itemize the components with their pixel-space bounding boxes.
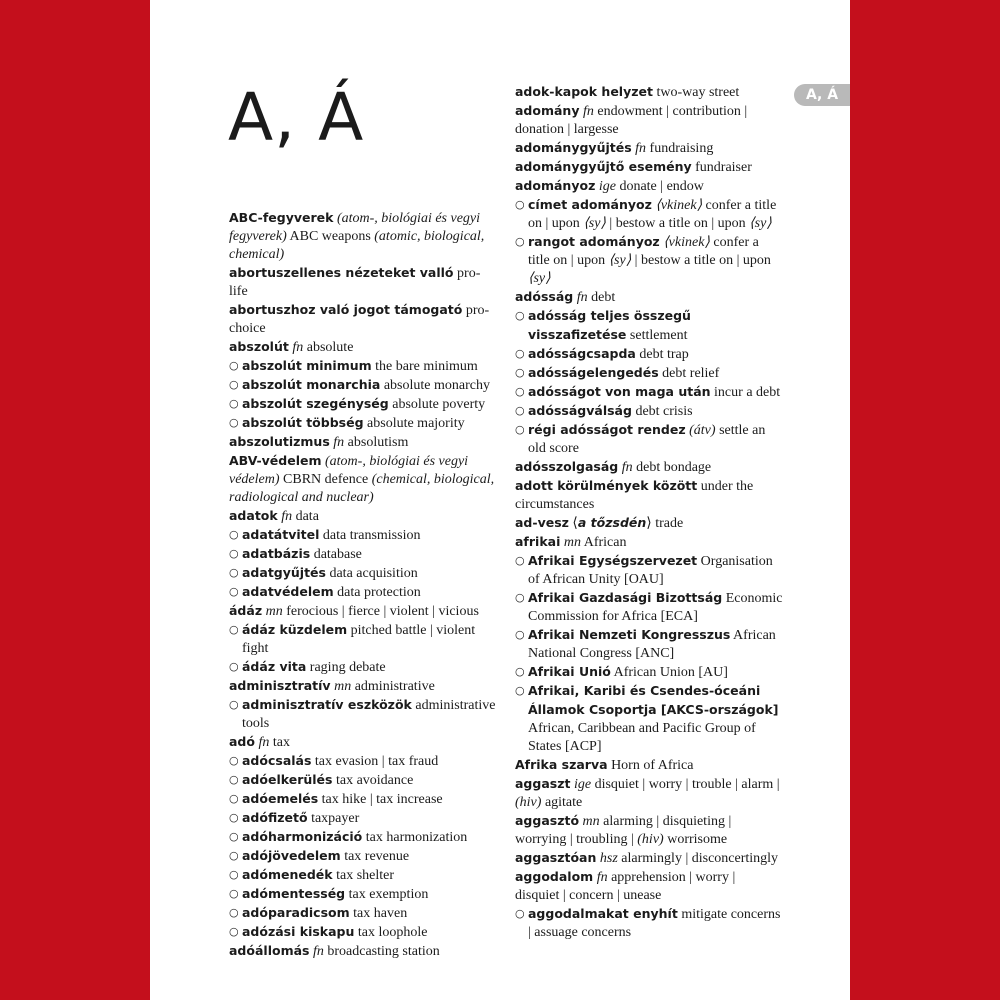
translation: agitate (541, 795, 583, 810)
headword: ABV-védelem (229, 453, 322, 468)
headword: Afrikai Gazdasági Bizottság (528, 590, 723, 605)
translation: | bestow a title on | upon (605, 216, 750, 231)
grammar-label: mn (560, 535, 581, 550)
grammar-label: fn (573, 290, 588, 305)
dictionary-entry (229, 602, 497, 621)
subentry (515, 345, 783, 364)
subentry (515, 663, 783, 682)
headword: ádáz vita (242, 659, 307, 674)
headword: abszolút monarchia (242, 377, 381, 392)
headword: adatbázis (242, 546, 311, 561)
grammar-label: mn (330, 679, 352, 694)
headword: abszolút (229, 339, 289, 354)
translation: ABC weapons (286, 229, 375, 244)
translation: tax revenue (340, 849, 410, 864)
headword: abszolút szegénység (242, 396, 389, 411)
subentry (515, 233, 783, 288)
translation: tax exemption (345, 887, 429, 902)
headword: címet adományoz (528, 197, 652, 212)
translation: tax harmonization (362, 830, 468, 845)
dictionary-entry (229, 301, 497, 338)
grammar-label: ⟨sy⟩ (749, 216, 772, 231)
subentry (229, 752, 497, 771)
headword: adóállomás (229, 943, 310, 958)
subentry (229, 545, 497, 564)
subentry (229, 866, 497, 885)
headword: aggodalom (515, 869, 594, 884)
headword: adatátvitel (242, 527, 320, 542)
headword: adománygyűjtő esemény (515, 159, 692, 174)
translation: disquiet | worry | trouble | alarm | (591, 777, 780, 792)
translation: Organisation of African Unity [OAU] (528, 554, 773, 587)
dictionary-entry (515, 514, 783, 533)
headword: adósságot von maga után (528, 384, 711, 399)
dictionary-entry (515, 756, 783, 775)
translation: pitched battle | violent fight (242, 623, 476, 656)
grammar-label: (hiv) (515, 795, 542, 810)
dictionary-entry (515, 868, 783, 905)
grammar-label: ⟨sy⟩ (608, 253, 632, 268)
headword: adok-kapok helyzet (515, 84, 653, 99)
headword: abszolút többség (242, 415, 364, 430)
subentry (229, 771, 497, 790)
grammar-label: (hiv) (637, 832, 664, 847)
headword: ádáz (229, 603, 263, 618)
translation: absolute (303, 340, 354, 355)
translation: apprehension | worry | disquiet | concern | unease (515, 870, 736, 903)
subentry (515, 364, 783, 383)
translation: fundraiser (691, 160, 752, 175)
dictionary-entry (515, 102, 783, 139)
dictionary-entry (229, 452, 497, 507)
headword: adósság (515, 289, 574, 304)
translation: pro-life (229, 266, 481, 299)
subentry (229, 809, 497, 828)
subentry (229, 376, 497, 395)
translation: two-way street (652, 85, 740, 100)
section-letter-heading: A, Á (228, 79, 365, 156)
headword: Afrika szarva (515, 757, 608, 772)
dictionary-entry (229, 942, 497, 961)
grammar-label: mn (579, 814, 600, 829)
headword: adómenedék (242, 867, 333, 882)
subentry (229, 621, 497, 658)
headword: adatok (229, 508, 278, 523)
headword: adózási kiskapu (242, 924, 355, 939)
grammar-label: (atomic, biological, chemical) (229, 229, 485, 262)
headword: adománygyűjtés (515, 140, 632, 155)
translation: tax hike | tax increase (318, 792, 443, 807)
translation: Horn of Africa (607, 758, 694, 773)
translation: broadcasting station (323, 944, 440, 959)
subentry (515, 383, 783, 402)
subentry (229, 696, 497, 733)
translation: debt trap (635, 347, 689, 362)
subentry (229, 885, 497, 904)
translation: debt bondage (632, 460, 712, 475)
subentry (229, 828, 497, 847)
dictionary-entry (229, 209, 497, 264)
grammar-label: fn (579, 104, 594, 119)
grammar-label: (átv) (685, 423, 716, 438)
translation: settlement (626, 328, 688, 343)
translation: ⟩ trade (646, 516, 684, 531)
translation: tax shelter (332, 868, 395, 883)
headword: Afrikai Egységszervezet (528, 553, 698, 568)
headword: rangot adományoz (528, 234, 660, 249)
headword: abortuszhoz való jogot támogató (229, 302, 463, 317)
translation: data transmission (319, 528, 421, 543)
subentry (229, 790, 497, 809)
left-column (229, 209, 497, 961)
headword: adósságcsapda (528, 346, 636, 361)
subentry (515, 552, 783, 589)
translation: raging debate (306, 660, 386, 675)
translation: pro-choice (229, 303, 490, 336)
translation: endowment | contribution | donation | largesse (515, 104, 748, 137)
translation: tax (269, 735, 290, 750)
translation: mitigate concerns | assuage concerns (528, 907, 781, 940)
translation: administrative (351, 679, 435, 694)
subentry (229, 923, 497, 942)
translation: alarmingly | disconcertingly (617, 851, 779, 866)
dictionary-entry (515, 139, 783, 158)
headword: adott körülmények között (515, 478, 698, 493)
dictionary-entry (515, 458, 783, 477)
grammar-label: ige (570, 777, 592, 792)
thumb-index-tab[interactable]: A, Á (794, 84, 850, 106)
headword: adójövedelem (242, 848, 341, 863)
subentry (229, 658, 497, 677)
grammar-label: (atom-, biológiai és vegyi fegyverek) (229, 211, 481, 244)
translation: Economic Commission for Africa [ECA] (528, 591, 783, 624)
subentry (515, 905, 783, 942)
headword: aggasztóan (515, 850, 597, 865)
dictionary-entry (229, 264, 497, 301)
dictionary-entry (515, 288, 783, 307)
grammar-label: ⟨vkinek⟩ (651, 198, 703, 213)
dictionary-entry (229, 733, 497, 752)
headword: adatvédelem (242, 584, 334, 599)
translation: database (310, 547, 362, 562)
grammar-label: ⟨sy⟩ (528, 271, 551, 286)
headword: adómentesség (242, 886, 346, 901)
grammar-label: fn (277, 509, 293, 524)
translation: tax evasion | tax fraud (311, 754, 439, 769)
headword: adóparadicsom (242, 905, 350, 920)
subentry (229, 414, 497, 433)
headword: abortuszellenes nézeteket valló (229, 265, 454, 280)
translation: | bestow a title on | upon (631, 253, 771, 268)
headword: adósságelengedés (528, 365, 659, 380)
headword: adósságválság (528, 403, 632, 418)
headword: adóemelés (242, 791, 319, 806)
translation: tax haven (349, 906, 408, 921)
headword: adóelkerülés (242, 772, 333, 787)
translation: African Union [AU] (610, 665, 728, 680)
headword: régi adósságot rendez (528, 422, 686, 437)
grammar-label: fn (593, 870, 608, 885)
grammar-label: fn (631, 141, 647, 156)
translation: taxpayer (307, 811, 360, 826)
translation: absolute poverty (388, 397, 486, 412)
headword: afrikai (515, 534, 561, 549)
subentry (229, 583, 497, 602)
headword: Afrikai Unió (528, 664, 611, 679)
headword: Afrikai, Karibi és Csendes-óceáni Államok Csoportja [AKCS-országok] (528, 683, 779, 717)
translation: ferocious | fierce | violent | vicious (282, 604, 479, 619)
dictionary-entry (515, 533, 783, 552)
subentry (515, 402, 783, 421)
dictionary-entry (515, 775, 783, 812)
grammar-label: fn (618, 460, 633, 475)
translation: confer a title on | upon (528, 198, 777, 231)
translation: confer a title on | upon (528, 235, 759, 268)
grammar-label: (chemical, biological, radiological and nuclear) (229, 472, 495, 505)
dictionary-entry (515, 477, 783, 514)
grammar-label: fn (309, 944, 324, 959)
headword: adóharmonizáció (242, 829, 363, 844)
translation: settle an old score (528, 423, 766, 456)
headword: adomány (515, 103, 580, 118)
translation: debt relief (658, 366, 720, 381)
translation: administrative tools (242, 698, 496, 731)
headword: adatgyűjtés (242, 565, 326, 580)
subentry (515, 196, 783, 233)
grammar-label: hsz (596, 851, 618, 866)
dictionary-entry (515, 158, 783, 177)
grammar-label: (atom-, biológiai és vegyi védelem) (229, 454, 469, 487)
subentry (515, 682, 783, 756)
headword: Afrikai Nemzeti Kongresszus (528, 627, 731, 642)
dictionary-entry (229, 338, 497, 357)
grammar-label: fn (288, 340, 304, 355)
grammar-label: fn (254, 735, 270, 750)
headword: abszolút minimum (242, 358, 372, 373)
headword: ad-vesz (515, 515, 569, 530)
translation: African (580, 535, 627, 550)
translation: the bare minimum (371, 359, 478, 374)
subentry (229, 357, 497, 376)
right-column (515, 83, 783, 942)
translation: tax loophole (354, 925, 428, 940)
subentry (515, 307, 783, 345)
translation: worrisome (663, 832, 728, 847)
dictionary-entry (229, 433, 497, 452)
translation: data acquisition (325, 566, 418, 581)
translation: absolute monarchy (380, 378, 490, 393)
translation: tax avoidance (332, 773, 414, 788)
translation: debt crisis (631, 404, 693, 419)
translation: ⟨ (568, 516, 578, 531)
headword: aggaszt (515, 776, 571, 791)
headword: aggasztó (515, 813, 580, 828)
translation: under the circumstances (515, 479, 754, 512)
dictionary-entry (515, 812, 783, 849)
headword: abszolutizmus (229, 434, 330, 449)
headword: adósszolgaság (515, 459, 619, 474)
headword: aggodalmakat enyhít (528, 906, 678, 921)
grammar-label: ⟨vkinek⟩ (659, 235, 710, 250)
subentry (515, 626, 783, 663)
headword: adminisztratív (229, 678, 331, 693)
subentry (229, 847, 497, 866)
translation: debt (587, 290, 616, 305)
grammar-label: ige (595, 179, 616, 194)
headword: adományoz (515, 178, 596, 193)
subentry (515, 421, 783, 458)
translation: data (292, 509, 319, 524)
headword: adósság teljes összegű visszafizetése (528, 308, 691, 342)
grammar-label: ⟨sy⟩ (583, 216, 606, 231)
translation: donate | endow (615, 179, 704, 194)
grammar-label: mn (262, 604, 283, 619)
translation: alarming | disquieting | worrying | troubling | (515, 814, 732, 847)
dictionary-entry (515, 83, 783, 102)
dictionary-entry (229, 677, 497, 696)
grammar-label: fn (329, 435, 345, 450)
headword: ABC-fegyverek (229, 210, 334, 225)
headword: adminisztratív eszközök (242, 697, 412, 712)
subentry (229, 526, 497, 545)
translation: data protection (333, 585, 421, 600)
subentry (229, 904, 497, 923)
dictionary-entry (515, 849, 783, 868)
translation: absolutism (344, 435, 409, 450)
subentry (515, 589, 783, 626)
subentry (229, 564, 497, 583)
headword: ádáz küzdelem (242, 622, 348, 637)
translation: African, Caribbean and Pacific Group of States [ACP] (528, 721, 756, 754)
dictionary-entry (515, 177, 783, 196)
headword: adó (229, 734, 255, 749)
translation: fundraising (646, 141, 714, 156)
translation: African National Congress [ANC] (528, 628, 776, 661)
subentry (229, 395, 497, 414)
translation: incur a debt (710, 385, 781, 400)
translation: CBRN defence (279, 472, 372, 487)
dictionary-entry (229, 507, 497, 526)
translation: absolute majority (363, 416, 465, 431)
headword: adócsalás (242, 753, 312, 768)
headword: a tőzsdén (577, 515, 647, 530)
headword: adófizető (242, 810, 308, 825)
